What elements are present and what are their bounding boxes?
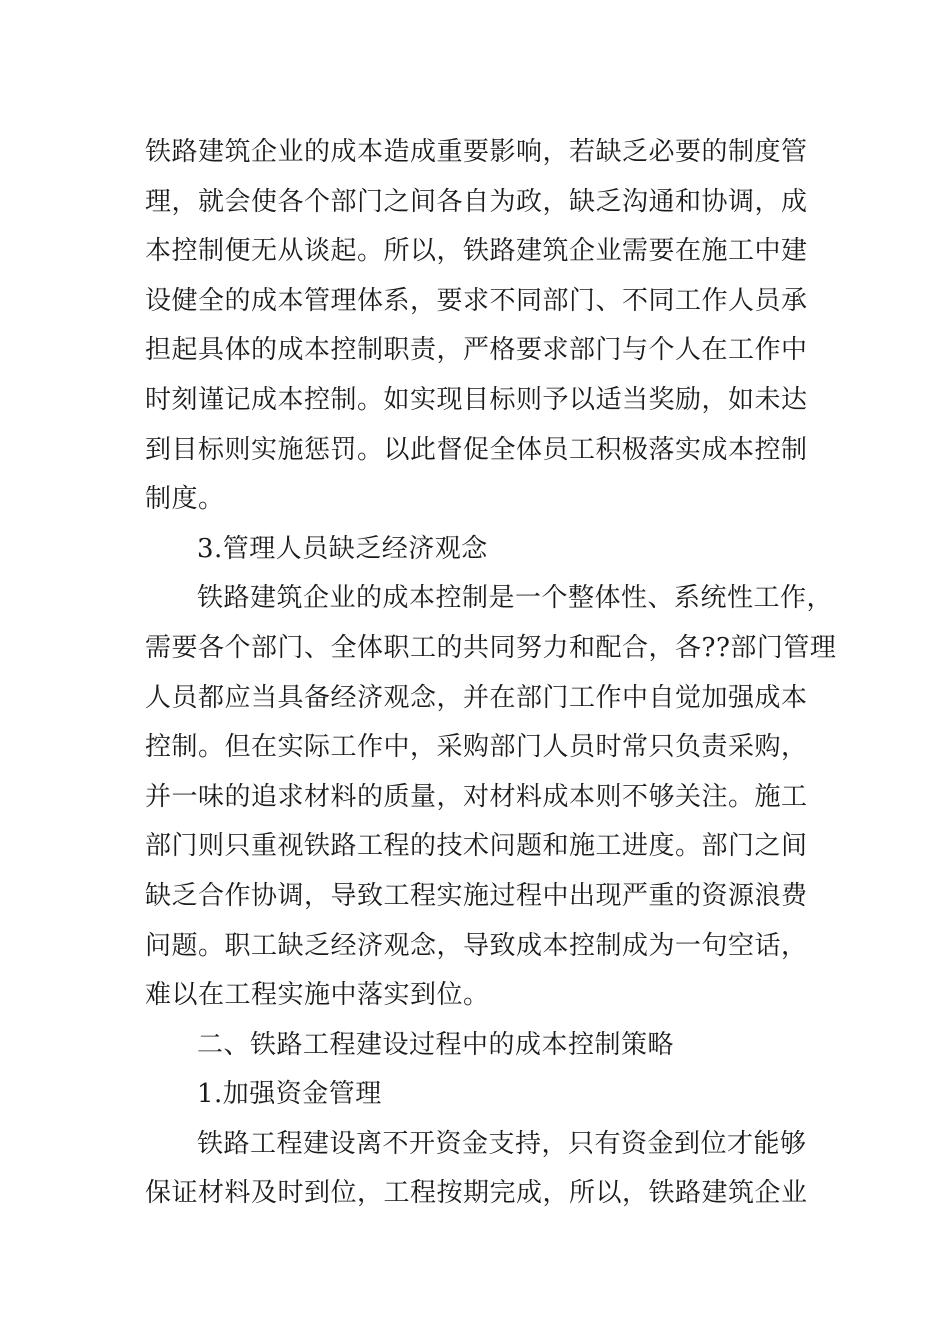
text-line: 保证材料及时到位，工程按期完成，所以，铁路建筑企业: [145, 1178, 808, 1209]
text-line: 铁路工程建设离不开资金支持，只有资金到位才能够: [197, 1128, 807, 1159]
text-line: 缺乏合作协调，导致工程实施过程中出现严重的资源浪费: [145, 880, 808, 911]
document-body: [145, 128, 837, 1219]
text-line: 控制。但在实际工作中，采购部门人员时常只负责采购，: [145, 732, 808, 763]
paragraph: [145, 574, 837, 1020]
text-line: 铁路建筑企业的成本控制是一个整体性、系统性工作，: [197, 583, 834, 614]
text-line: 需要各个部门、全体职工的共同努力和配合，各??部门管理: [145, 632, 837, 663]
subheading-1: 1.加强资金管理: [197, 1079, 382, 1110]
text-line: 到目标则实施惩罚。以此督促全体员工积极落实成本控制: [145, 434, 808, 465]
text-line: 本控制便无从谈起。所以，铁路建筑企业需要在施工中建: [145, 236, 808, 267]
text-line: 铁路建筑企业的成本造成重要影响，若缺乏必要的制度管: [145, 137, 808, 167]
text-line: 制度。: [145, 484, 225, 515]
text-line: 部门则只重视铁路工程的技术问题和施工进度。部门之间: [145, 831, 808, 862]
text-line: 时刻谨记成本控制。如实现目标则予以适当奖励，如未达: [145, 384, 808, 415]
text-line: 人员都应当具备经济观念，并在部门工作中自觉加强成本: [145, 682, 808, 713]
paragraph: [145, 1120, 810, 1219]
text-line: 并一味的追求材料的质量，对材料成本则不够关注。施工: [145, 781, 808, 812]
text-line: 设健全的成本管理体系，要求不同部门、不同工作人员承: [145, 285, 808, 316]
subheading-3: 3.管理人员缺乏经济观念: [197, 533, 488, 564]
section-heading: 二、铁路工程建设过程中的成本控制策略: [197, 1029, 675, 1060]
text-line: 担起具体的成本控制职责，严格要求部门与个人在工作中: [145, 335, 808, 366]
text-line: 理，就会使各个部门之间各自为政，缺乏沟通和协调，成: [145, 186, 808, 217]
text-line: 难以在工程实施中落实到位。: [145, 980, 490, 1011]
text-line: 问题。职工缺乏经济观念，导致成本控制成为一句空话，: [145, 930, 808, 961]
paragraph: [145, 128, 810, 525]
